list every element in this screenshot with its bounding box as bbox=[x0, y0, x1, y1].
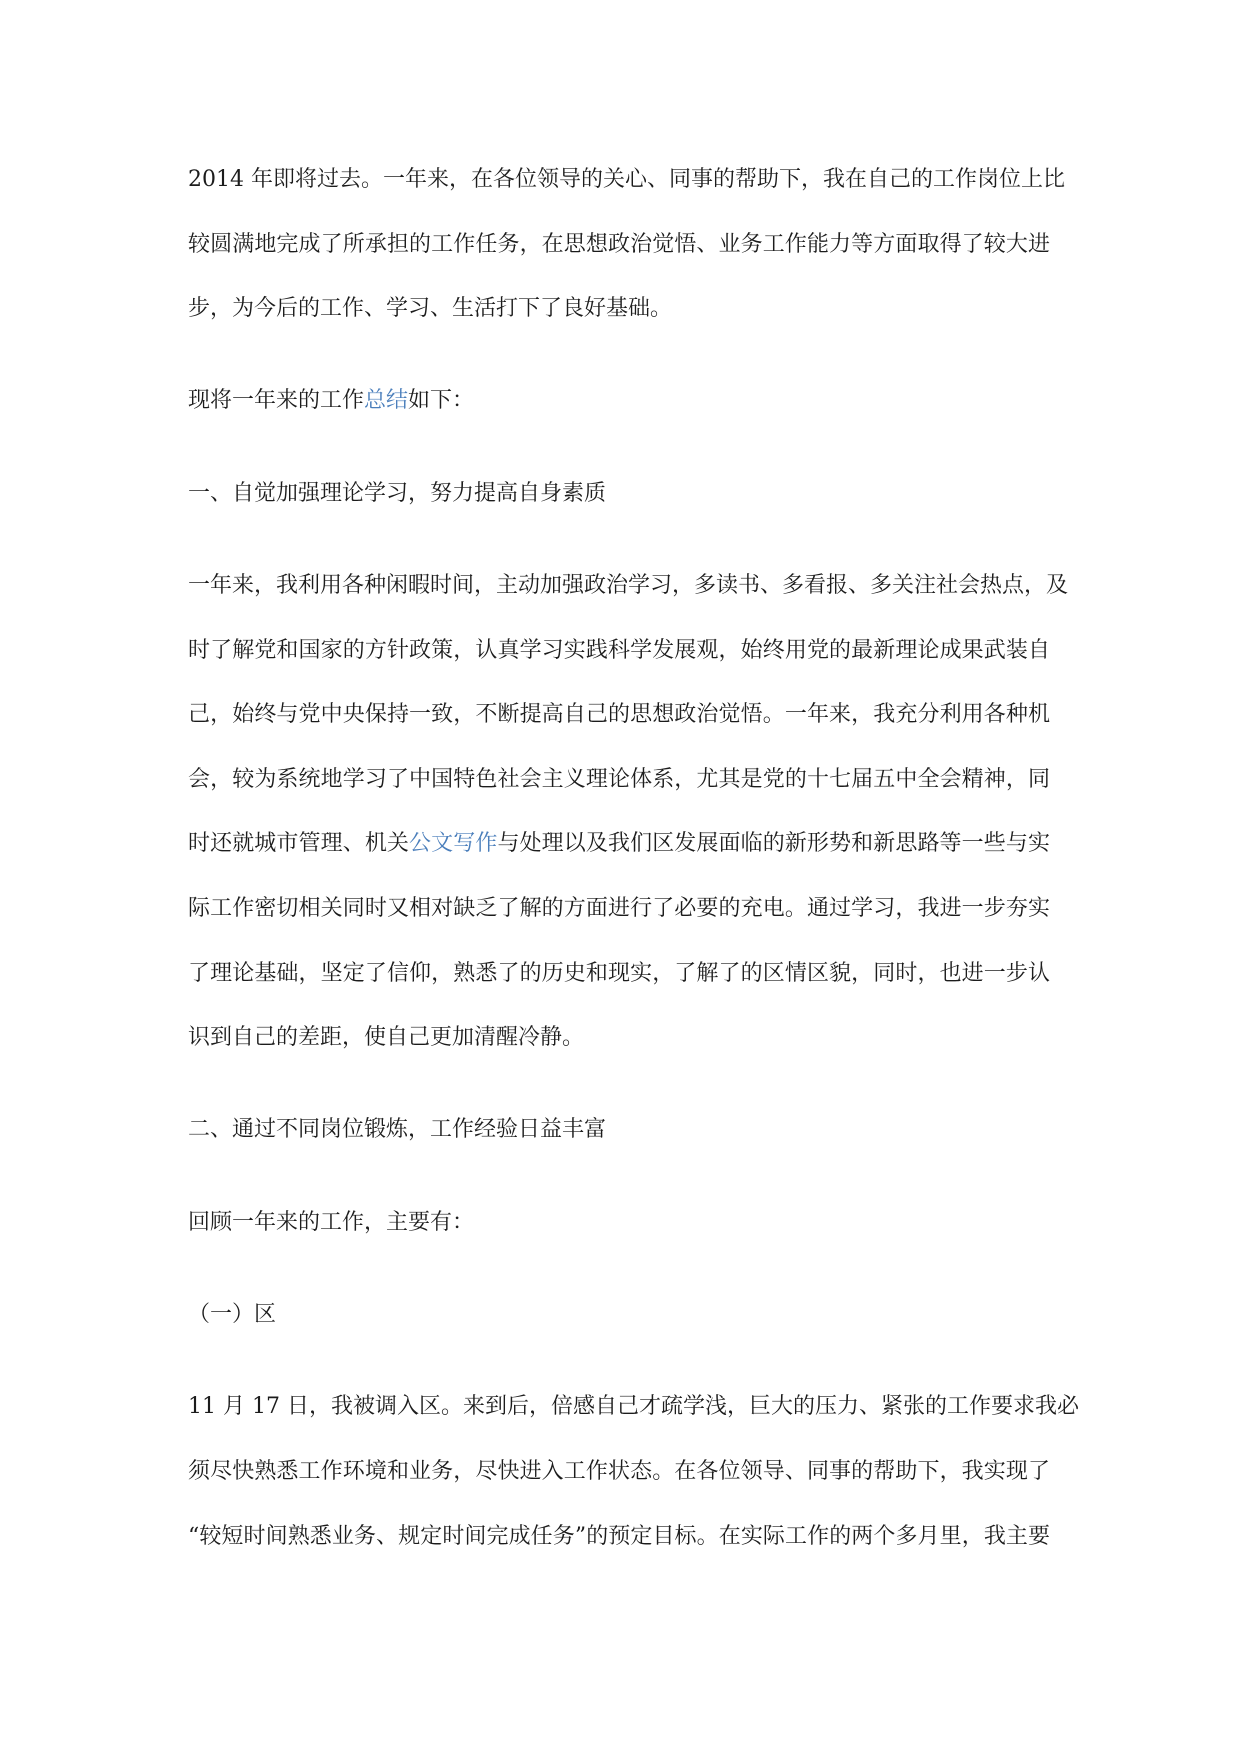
subsection-heading: （一）区 bbox=[188, 1302, 277, 1328]
transfer-paragraph bbox=[188, 1375, 1079, 1569]
paragraph-line: 己，始终与党中央保持一致，不断提高自己的思想政治觉悟。一年来，我充分利用各种机 bbox=[188, 702, 1050, 728]
paragraph-line: 一年来，我利用各种闲暇时间，主动加强政治学习，多读书、多看报、多关注社会热点，及 bbox=[188, 573, 1069, 599]
official-writing-link[interactable]: 公文写作 bbox=[409, 831, 498, 857]
paragraph-line bbox=[188, 812, 1050, 877]
paragraph-line: 11 月 17 日，我被调入区。来到后，倍感自己才疏学浅，巨大的压力、紧张的工作要求我必 bbox=[188, 1394, 1079, 1420]
paragraph-line: 2014 年即将过去。一年来，在各位领导的关心、同事的帮助下，我在自己的工作岗位上比 bbox=[188, 167, 1065, 192]
document-body bbox=[188, 148, 1079, 1597]
paragraph-line: “较短时间熟悉业务、规定时间完成任务”的预定目标。在实际工作的两个多月里，我主要 bbox=[188, 1523, 1050, 1549]
paragraph-line: 须尽快熟悉工作环境和业务，尽快进入工作状态。在各位领导、同事的帮助下，我实现了 bbox=[188, 1458, 1050, 1484]
paragraph-text: 时还就城市管理、机关 bbox=[188, 831, 410, 857]
paragraph-text: 与处理以及我们区发展面临的新形势和新思路等一些与实 bbox=[497, 831, 1050, 857]
paragraph-line: 识到自己的差距，使自己更加清醒冷静。 bbox=[188, 1025, 585, 1051]
section-heading-1 bbox=[188, 462, 1050, 527]
paragraph-line: 较圆满地完成了所承担的工作任务，在思想政治觉悟、业务工作能力等方面取得了较大进 bbox=[188, 231, 1050, 257]
paragraph-line: 会，较为系统地学习了中国特色社会主义理论体系，尤其是党的十七届五中全会精神，同 bbox=[188, 766, 1050, 792]
paragraph-line: 际工作密切相关同时又相对缺乏了解的方面进行了必要的充电。通过学习，我进一步夯实 bbox=[188, 896, 1050, 921]
subsection-heading-1 bbox=[188, 1283, 1050, 1348]
summary-intro-text: 现将一年来的工作 bbox=[188, 388, 365, 414]
section-heading: 二、通过不同岗位锻炼，工作经验日益丰富 bbox=[188, 1117, 607, 1143]
intro-paragraph bbox=[188, 148, 1065, 342]
section-heading: 一、自觉加强理论学习，努力提高自身素质 bbox=[188, 480, 607, 506]
paragraph-line: 时了解党和国家的方针政策，认真学习实践科学发展观，始终用党的最新理论成果武装自 bbox=[188, 637, 1050, 663]
paragraph-line: 回顾一年来的工作，主要有： bbox=[188, 1209, 475, 1235]
paragraph-line: 了理论基础，坚定了信仰，熟悉了的历史和现实，了解了的区情区貌，同时，也进一步认 bbox=[188, 960, 1050, 986]
paragraph-line bbox=[188, 369, 1050, 434]
summary-intro-text: 如下： bbox=[408, 388, 475, 414]
paragraph-line: 步，为今后的工作、学习、生活打下了良好基础。 bbox=[188, 296, 673, 322]
summary-intro-paragraph bbox=[188, 369, 1050, 434]
summary-link[interactable]: 总结 bbox=[364, 388, 409, 414]
review-intro-paragraph bbox=[188, 1191, 1050, 1256]
section-heading-2 bbox=[188, 1098, 1050, 1163]
study-paragraph bbox=[188, 554, 1069, 1071]
